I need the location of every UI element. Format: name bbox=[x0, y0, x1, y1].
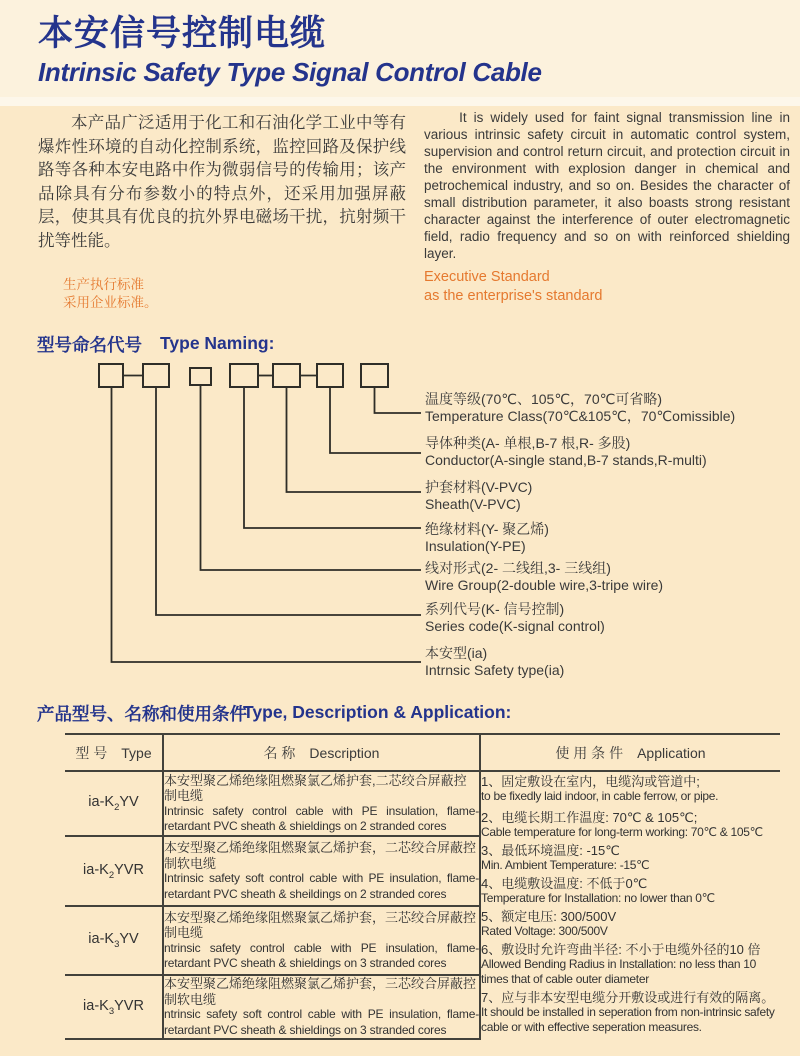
description-zh: 本安型聚乙烯绝缘阻燃聚氯乙烯护套，三芯绞合屏蔽控制软电缆 bbox=[164, 976, 477, 1007]
application-zh: 1、固定敷设在室内，电缆沟或管道中; bbox=[481, 773, 700, 789]
label-sheath-zh: 护套材料(V-PVC) bbox=[425, 479, 533, 495]
application-item bbox=[481, 774, 780, 804]
type-naming-label-conductor bbox=[425, 435, 707, 469]
type-naming-label-sheath bbox=[425, 479, 532, 513]
type-subscript: 3 bbox=[108, 1005, 115, 1017]
type-text: ia-K bbox=[83, 997, 109, 1014]
label-wire-group-zh: 线对形式(2- 二线组,3- 三线组) bbox=[425, 560, 611, 576]
type-code-box-4 bbox=[230, 364, 258, 387]
type-text: YVR bbox=[114, 997, 144, 1014]
type-text: YV bbox=[119, 931, 139, 947]
application-en: It should be installed in seperation from non-intrinsic safety cable or with effective seperation measures. bbox=[481, 1004, 775, 1034]
type-naming-label-safety-type bbox=[425, 645, 564, 679]
label-insulation-en: Insulation(Y-PE) bbox=[425, 538, 526, 554]
executive-standard-en-line1: Executive Standard bbox=[424, 269, 550, 285]
application-item bbox=[481, 909, 780, 939]
header-divider-band bbox=[0, 97, 800, 106]
leader-line-temperature bbox=[375, 387, 422, 413]
header-app-zh: 使 用 条 件 bbox=[555, 744, 624, 761]
type-naming-label-insulation bbox=[425, 521, 549, 555]
executive-standard-zh-line2: 采用企业标准。 bbox=[63, 295, 158, 310]
type-subscript: 2 bbox=[114, 802, 120, 813]
description-en: Intrinsic safety control cable with PE insulation, flame-retardant PVC sheath & shieldings on 2 stranded cores bbox=[164, 803, 479, 833]
type-cell bbox=[65, 771, 163, 836]
type-text: ia-K bbox=[88, 931, 115, 947]
page-title-en: Intrinsic Safety Type Signal Control Cable bbox=[38, 57, 542, 87]
header-app-en: Application bbox=[637, 744, 706, 761]
leader-line-conductor bbox=[330, 387, 421, 453]
description-cell bbox=[163, 836, 480, 906]
label-conductor-zh: 导体种类(A- 单根,B-7 根,R- 多股) bbox=[425, 435, 631, 451]
application-zh: 5、额定电压: 300/500V bbox=[481, 908, 617, 924]
type-text: ia-K bbox=[83, 861, 109, 878]
type-subscript: 3 bbox=[114, 939, 120, 950]
description-cell bbox=[163, 906, 480, 975]
label-wire-group-en: Wire Group(2-double wire,3-tripe wire) bbox=[425, 577, 664, 593]
label-conductor-en: Conductor(A-single stand,B-7 stands,R-multi) bbox=[425, 452, 707, 468]
application-zh: 3、最低环境温度: -15℃ bbox=[481, 842, 620, 858]
header-type-zh: 型 号 bbox=[75, 744, 108, 761]
header-type-en: Type bbox=[121, 744, 152, 761]
leader-line-sheath bbox=[287, 387, 422, 492]
label-temperature-en: Temperature Class(70℃&105℃，70℃omissible) bbox=[425, 408, 736, 424]
header-desc-en: Description bbox=[309, 744, 380, 761]
leader-line-insulation bbox=[244, 387, 421, 528]
type-code-box-2 bbox=[143, 364, 169, 387]
type-cell bbox=[65, 836, 163, 906]
table-header-row bbox=[65, 734, 780, 771]
description-en: ntrinsic safety soft control cable with PE insulation, flame-retardant PVC sheath & shieldings on 3 stranded cores bbox=[164, 1007, 479, 1037]
executive-standard-zh-line1: 生产执行标准 bbox=[63, 277, 144, 292]
description-en: ntrinsic safety control cable with PE insulation, flame-retardant PVC sheath & shieldings on 3 stranded cores bbox=[164, 940, 479, 970]
application-cell bbox=[480, 771, 780, 1039]
leader-line-series-code bbox=[156, 387, 421, 615]
type-naming-diagram bbox=[0, 355, 440, 675]
description-zh: 本安型聚乙烯绝缘阻燃聚氯乙烯护套，二芯绞合屏蔽控制软电缆 bbox=[164, 840, 477, 871]
application-en: Cable temperature for long-term working: 70℃ & 105℃ bbox=[481, 824, 763, 839]
application-en: Allowed Bending Radius in Installation: no less than 10 times that of cable outer diameter bbox=[481, 956, 757, 986]
type-cell bbox=[65, 975, 163, 1039]
intro-paragraph-en: It is widely used for faint signal transmission line in various intrinsic safety circuit in automatic control system, supervision and control return circuit, and protection circuit in the environment with explosion danger in chemical and petrochemical industry, and so on. Besides the character of small distribution parameter, it also boasts strong resistant character against the interference of outer electromagnetic field, radio frequency and so on with reinforced shielding layer. bbox=[424, 110, 790, 261]
table-row bbox=[65, 771, 780, 836]
application-item bbox=[481, 942, 780, 987]
products-table bbox=[65, 733, 780, 1040]
description-en: Intrinsic safety soft control cable with PE insulation, flame-retardant PVC sheath & sheildings on 2 stranded cores bbox=[164, 871, 479, 901]
description-cell bbox=[163, 771, 480, 836]
type-code-box-6 bbox=[317, 364, 343, 387]
type-code-box-3 bbox=[190, 368, 211, 385]
executive-standard-zh bbox=[63, 276, 158, 312]
type-cell bbox=[65, 906, 163, 975]
type-subscript: 2 bbox=[108, 869, 115, 881]
intro-paragraph-zh: 本产品广泛适用于化工和石油化学工业中等有爆炸性环境的自动化控制系统，监控回路及保护线路等各种本安电路中作为微弱信号的传输用；该产品除具有分布参数小的特点外，还采用加强屏蔽层，使其具有优良的抗外界电磁场干扰，抗射频干扰等性能。 bbox=[38, 114, 406, 250]
label-safety-type-zh: 本安型(ia) bbox=[425, 645, 488, 661]
application-en: Min. Ambient Temperature: -15℃ bbox=[481, 857, 650, 872]
description-zh: 本安型聚乙烯绝缘阻燃聚氯乙烯护套,二芯绞合屏蔽控制电缆 bbox=[164, 772, 467, 803]
label-insulation-zh: 绝缘材料(Y- 聚乙烯) bbox=[425, 521, 549, 537]
application-en: Temperature for Installation: no lower than 0℃ bbox=[481, 890, 715, 905]
application-en: Rated Voltage: 300/500V bbox=[481, 923, 608, 938]
type-text: YVR bbox=[114, 861, 144, 878]
label-series-code-en: Series code(K-signal control) bbox=[425, 618, 605, 634]
label-sheath-en: Sheath(V-PVC) bbox=[425, 496, 521, 512]
type-text: ia-K bbox=[88, 794, 115, 810]
type-code-box-5 bbox=[273, 364, 300, 387]
header-type bbox=[65, 734, 163, 771]
application-item bbox=[481, 843, 780, 873]
executive-standard-en bbox=[424, 268, 602, 306]
application-item bbox=[481, 810, 780, 840]
application-en: to be fixedly laid indoor, in cable ferrow, or pipe. bbox=[481, 788, 719, 803]
type-naming-heading-zh: 型号命名代号 bbox=[37, 335, 142, 355]
label-safety-type-en: Intrnsic Safety type(ia) bbox=[425, 662, 565, 678]
header-desc-zh: 名 称 bbox=[263, 744, 296, 761]
application-item bbox=[481, 990, 780, 1035]
type-code-box-1 bbox=[99, 364, 123, 387]
executive-standard-en-line2: as the enterprise's standard bbox=[424, 288, 603, 304]
page-title-zh: 本安信号控制电缆 bbox=[38, 14, 327, 53]
type-text: YV bbox=[119, 794, 139, 810]
label-temperature-zh: 温度等级(70℃、105℃，70℃可省略) bbox=[425, 391, 662, 407]
application-zh: 6、敷设时允许弯曲半径: 不小于电缆外径的10 倍 bbox=[481, 941, 761, 957]
description-cell bbox=[163, 975, 480, 1039]
application-zh: 4、电缆敷设温度: 不低于0℃ bbox=[481, 875, 648, 891]
application-zh: 2、电缆长期工作温度: 70℃ & 105℃; bbox=[481, 809, 698, 825]
type-naming-label-temperature bbox=[425, 391, 735, 425]
products-heading-zh: 产品型号、名称和使用条件 bbox=[37, 704, 247, 724]
leader-line-safety-type bbox=[112, 387, 422, 662]
type-naming-label-series-code bbox=[425, 601, 605, 635]
description-zh: 本安型聚乙烯绝缘阻燃聚氯乙烯护套，三芯绞合屏蔽控制电缆 bbox=[164, 909, 477, 940]
type-code-box-7 bbox=[361, 364, 388, 387]
type-naming-label-wire-group bbox=[425, 560, 663, 594]
application-item bbox=[481, 876, 780, 906]
type-naming-heading-en: Type Naming: bbox=[160, 333, 275, 353]
label-series-code-zh: 系列代号(K- 信号控制) bbox=[425, 601, 565, 617]
application-zh: 7、应与非本安型电缆分开敷设或进行有效的隔离。 bbox=[481, 989, 775, 1005]
header-description bbox=[163, 734, 480, 771]
products-heading-en: Type, Description & Application: bbox=[243, 702, 512, 722]
header-application bbox=[480, 734, 780, 771]
